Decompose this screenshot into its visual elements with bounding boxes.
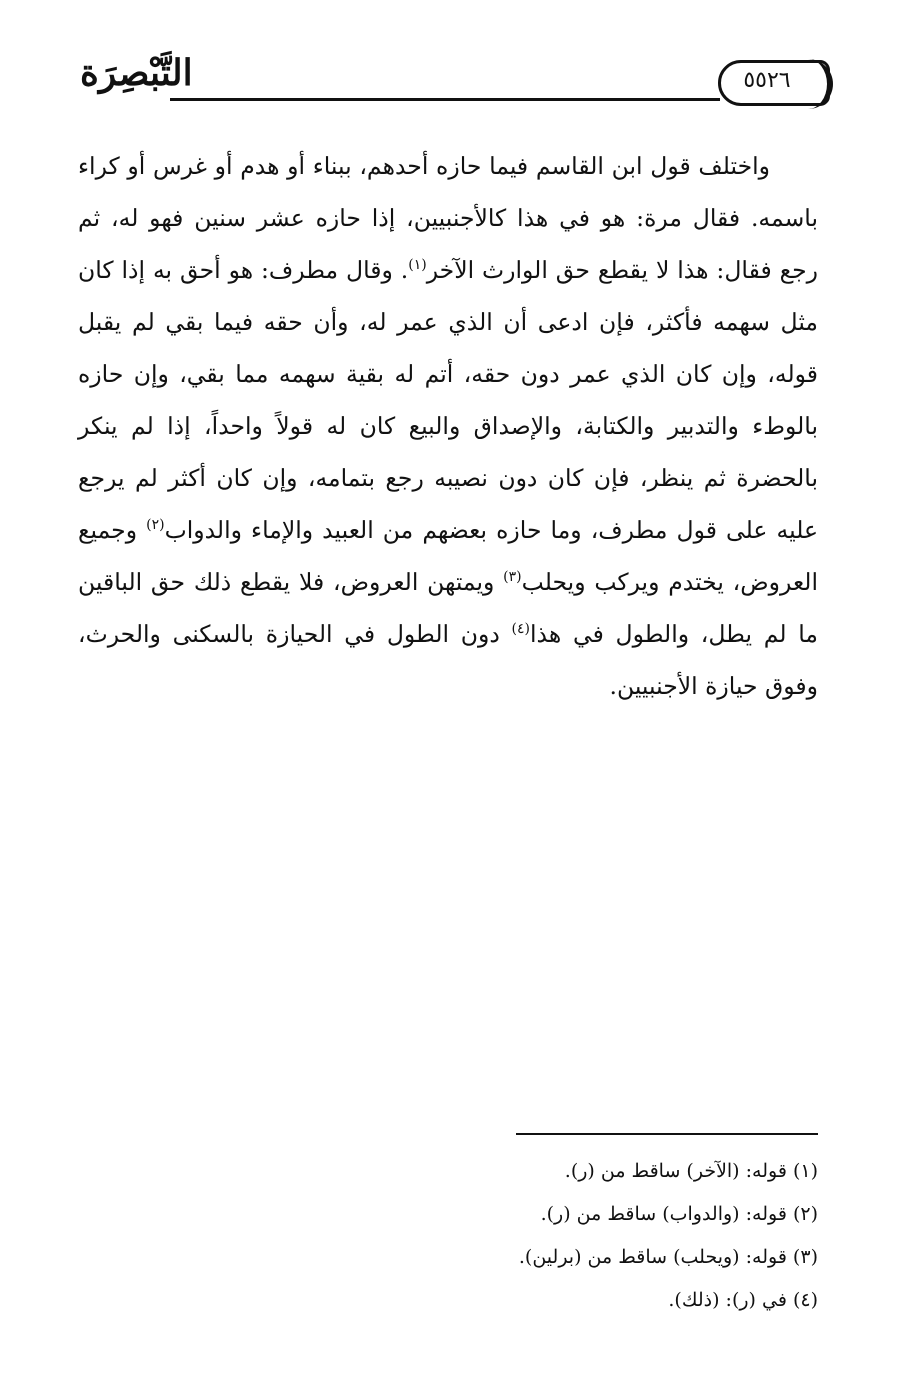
body-text-part: واختلف قول ابن القاسم فيما حازه أحدهم، ببناء أو هدم أو غرس أو كراء باسمه. فقال مرة: هو في هذا كالأجنبيين، إذا حازه عشر سنين فهو له، ثم رجع فقال: هذا لا يقطع حق الوارث الآخر (78, 152, 818, 284)
footnote-item: (١) قوله: (الآخر) ساقط من (ر). (564, 1160, 818, 1182)
book-title: التَّبْصِرَة (80, 52, 193, 94)
page-header (70, 52, 830, 112)
page-number: ٥٥٢٦ (743, 68, 791, 93)
body-text-part: وجميع العروض، يختدم ويركب ويحلب (78, 516, 818, 596)
footnote-ref-2[interactable]: (٢) (146, 517, 165, 534)
header-rule (170, 98, 720, 101)
body-paragraph (78, 140, 818, 712)
footnotes-list (78, 1150, 818, 1322)
footnote-ref-1[interactable]: (١) (408, 257, 427, 274)
footnote-item: (٢) قوله: (والدواب) ساقط من (ر). (540, 1203, 818, 1225)
page-number-badge (718, 60, 830, 106)
footnote-ref-4[interactable]: (٤) (511, 621, 531, 638)
body-text-part: دون الطول في الحيازة بالسكنى والحرث، وفوق حيازة الأجنبيين. (78, 620, 818, 700)
footnote-item: (٤) في (ر): (ذلك). (668, 1289, 818, 1311)
footnote-ref-3[interactable]: (٣) (503, 569, 522, 586)
footnote-separator (516, 1133, 818, 1135)
body-text-part: ويمتهن العروض، فلا يقطع ذلك حق الباقين ما لم يطل، والطول في هذا (78, 568, 818, 648)
footnote-item: (٣) قوله: (ويحلب) ساقط من (برلين). (518, 1246, 818, 1268)
body-text-part: . وقال مطرف: هو أحق به إذا كان مثل سهمه فأكثر، فإن ادعى أن الذي عمر له، وأن حقه فيما بقي لم يقبل قوله، وإن كان الذي عمر دون حقه، أتم له بقية سهمه مما بقي، وإن حازه بالوطء والتدبير والكتابة، والإصداق والبيع كان له قولاً واحداً، إذا لم ينكر بالحضرة ثم ينظر، فإن كان دون نصيبه رجع بتمامه، وإن كان أكثر لم يرجع عليه على قول مطرف، وما حازه بعضهم من العبيد والإماء والدواب (78, 256, 818, 544)
